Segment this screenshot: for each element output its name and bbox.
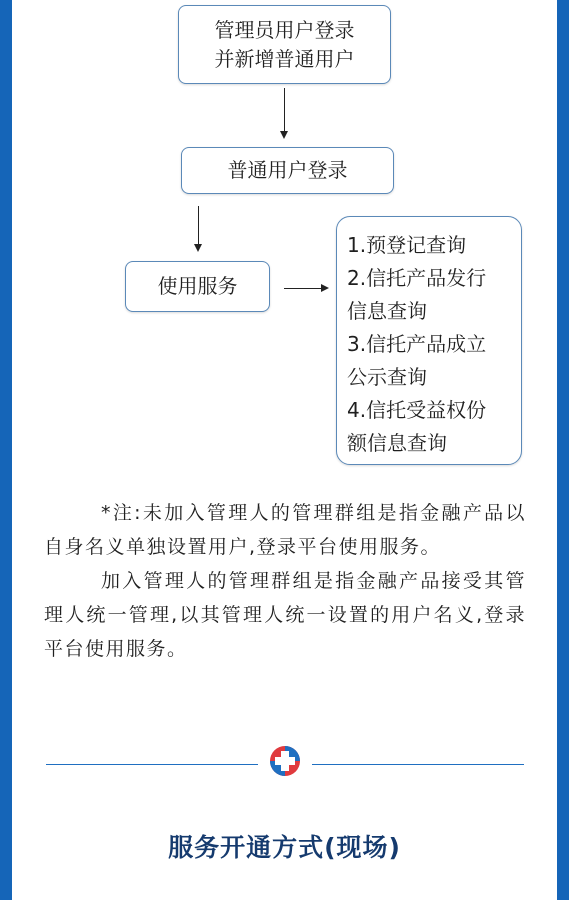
- connector-2: [198, 206, 199, 244]
- divider-left: [46, 764, 258, 765]
- user-login-label: 普通用户登录: [227, 158, 348, 182]
- use-service-box: [125, 261, 270, 312]
- use-service-label: 使用服务: [157, 274, 238, 298]
- service-line: 2.信托产品发行: [347, 266, 487, 290]
- arrow-right: [321, 284, 329, 292]
- arrow-down-2: [194, 244, 202, 252]
- service-line: 4.信托受益权份: [347, 398, 487, 422]
- admin-login-line-1: 管理员用户登录: [214, 17, 355, 42]
- arrow-down-1: [280, 131, 288, 139]
- service-line: 公示查询: [347, 365, 427, 389]
- note-paragraph-2: 加入管理人的管理群组是指金融产品接受其管理人统一管理,以其管理人统一设置的用户名义,登录平台使用服务。: [44, 570, 526, 660]
- admin-login-box: [178, 5, 391, 84]
- service-line: 1.预登记查询: [347, 233, 467, 257]
- left-frame-bar: [0, 0, 12, 900]
- notes-block: [44, 496, 526, 666]
- user-login-box: [181, 147, 394, 194]
- service-line: 额信息查询: [347, 431, 447, 455]
- connector-3: [284, 288, 322, 289]
- admin-login-line-2: 并新增普通用户: [214, 46, 355, 71]
- note-paragraph-1: *注:未加入管理人的管理群组是指金融产品以自身名义单独设置用户,登录平台使用服务。: [44, 502, 526, 558]
- right-frame-bar: [557, 0, 569, 900]
- cross-emblem-icon: [268, 744, 302, 778]
- section-title: 服务开通方式(现场): [168, 833, 401, 862]
- service-line: 信息查询: [347, 299, 427, 323]
- services-list-box: [336, 216, 522, 465]
- divider-right: [312, 764, 524, 765]
- connector-1: [284, 88, 285, 132]
- service-line: 3.信托产品成立: [347, 332, 487, 356]
